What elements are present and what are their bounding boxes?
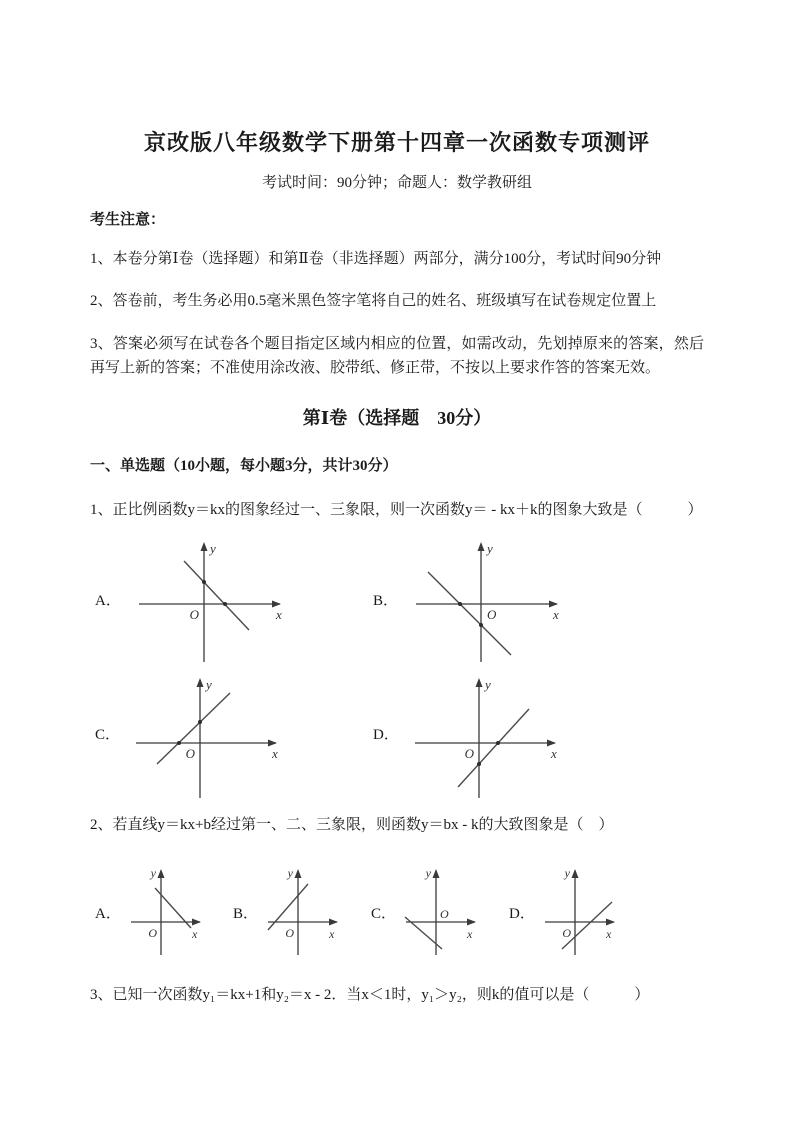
question-2-option-c [366, 862, 504, 962]
function-graph-q1-c [128, 668, 298, 800]
function-graph-q1-d [407, 668, 577, 800]
x-axis-label: x [605, 927, 612, 942]
question-2-option-a [90, 862, 228, 962]
question-2-text: 2、若直线y＝kx+b经过第一、二、三象限，则函数y＝bx - k的大致图象是（ ） [90, 816, 614, 833]
function-graph-q2-d [543, 862, 621, 962]
y-axis-label: y [425, 866, 432, 881]
exam-info: 考试时间：90分钟；命题人：数学教研组 [261, 175, 532, 191]
origin-label: O [562, 926, 571, 941]
question-1-option-a [90, 534, 368, 666]
function-graph-q1-a [129, 534, 299, 666]
x-axis-label: x [329, 927, 335, 942]
x-axis-label: x [191, 927, 198, 942]
subsection-heading: 一、单选题（10小题，每小题3分，共计30分） [90, 458, 398, 475]
question-1-text: 1、正比例函数y＝kx的图象经过一、三象限，则一次函数y＝ - kx＋k的图象大致是（ ） [90, 502, 703, 519]
function-graph-q1-b [406, 534, 576, 666]
option-d-label: D． [509, 905, 535, 922]
y-axis-label: y [564, 866, 570, 881]
question-2-options-row [90, 862, 704, 962]
question-1-option-d [368, 668, 646, 800]
question-1-options-row-2 [90, 668, 704, 800]
question-2-option-b [228, 862, 366, 962]
question-1-option-c [90, 668, 368, 800]
option-a-label: A． [95, 593, 121, 610]
y-axis-label: y [287, 866, 294, 881]
origin-label: O [440, 907, 449, 922]
option-c-label: C． [95, 727, 121, 744]
notice-item-3: 3、答案必须写在试卷各个题目指定区域内相应的位置，如需改动，先划掉原来的答案，然后再写上新的答案；不准使用涂改液、胶带纸、修正带，不按以上要求作答的答案无效。 [90, 335, 704, 376]
y-axis-label: y [209, 540, 216, 556]
option-c-label: C． [371, 905, 397, 922]
origin-label: O [464, 745, 474, 761]
option-d-label: D． [373, 727, 399, 744]
y-axis-label: y [206, 676, 212, 692]
y-axis-label: y [487, 540, 493, 556]
x-axis-label: x [272, 745, 278, 761]
origin-label: O [185, 745, 196, 761]
function-graph-q2-c [404, 862, 482, 962]
question-1-options-row-1 [90, 534, 704, 666]
question-3-text: 3、已知一次函数y₁＝kx+1和y₂＝x - 2．当x＜1时，y₁＞y₂，则k的值可以是（ ） [90, 987, 650, 1004]
question-2-option-d [504, 862, 642, 962]
x-axis-label: x [275, 606, 282, 622]
section-heading: 第Ⅰ卷（选择题 30分） [302, 408, 492, 429]
function-graph-q2-a [129, 862, 207, 962]
x-axis-label: x [467, 927, 473, 942]
x-axis-label: x [550, 745, 557, 761]
y-axis-label: y [484, 676, 491, 692]
question-1-option-b [368, 534, 646, 666]
x-axis-label: x [553, 606, 559, 622]
page-title: 京改版八年级数学下册第十四章一次函数专项测评 [143, 130, 650, 155]
notice-heading: 考生注意： [90, 212, 166, 228]
function-graph-q2-b [266, 862, 344, 962]
origin-label: O [189, 606, 199, 622]
y-axis-label: y [150, 866, 156, 881]
origin-label: O [285, 926, 295, 941]
option-b-label: B． [233, 905, 259, 922]
option-b-label: B． [373, 593, 399, 610]
notice-item-2: 2、答卷前，考生务必用0.5毫米黑色签字笔将自己的姓名、班级填写在试卷规定位置上 [90, 293, 657, 310]
origin-label: O [148, 926, 157, 941]
notice-section [90, 208, 704, 380]
notice-item-1: 1、本卷分第Ⅰ卷（选择题）和第Ⅱ卷（非选择题）两部分，满分100分，考试时间90分钟 [90, 251, 662, 267]
origin-label: O [487, 606, 497, 622]
option-a-label: A． [95, 905, 121, 922]
